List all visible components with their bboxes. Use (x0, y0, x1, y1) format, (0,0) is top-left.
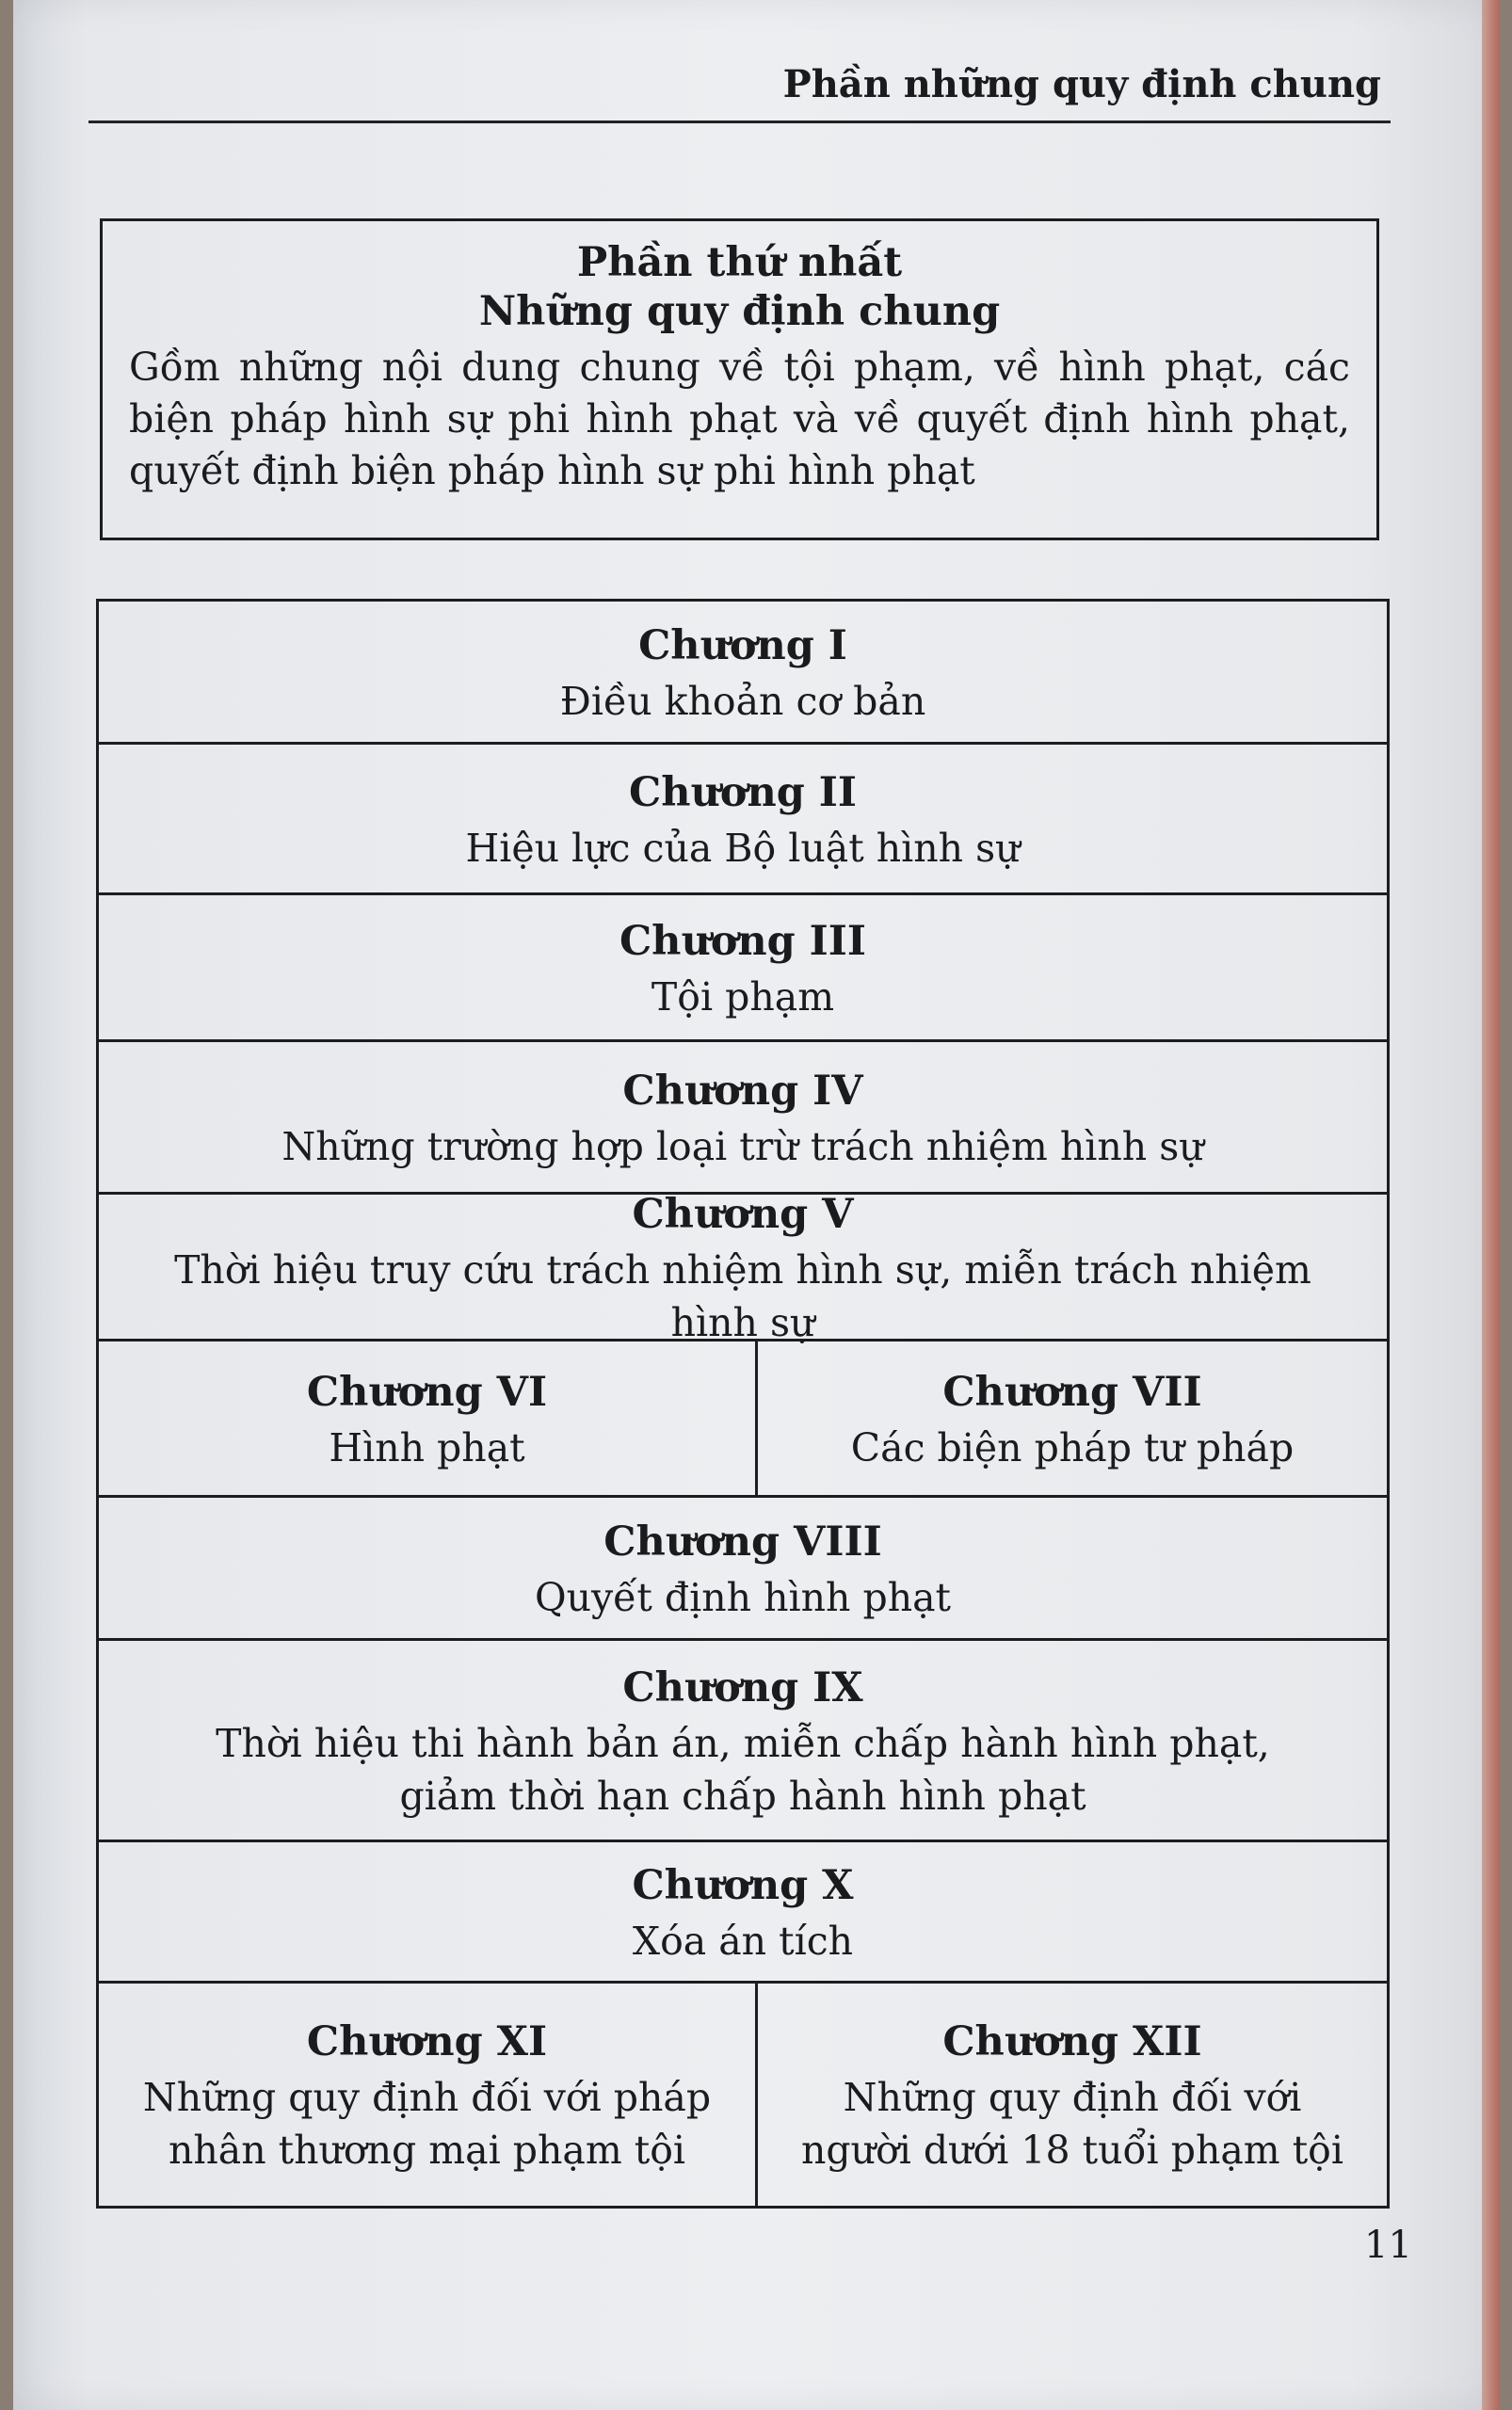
chapter-row-split (99, 1342, 1387, 1498)
chapter-cell (99, 602, 1387, 742)
chapter-cell (758, 1984, 1387, 2206)
chapter-name: Quyết định hình phạt (534, 1574, 952, 1620)
part-title: Phần thứ nhất (576, 239, 903, 286)
chapter-row (99, 602, 1387, 745)
chapter-row (99, 895, 1387, 1042)
chapter-cell (99, 1842, 1387, 1981)
chapter-row (99, 1842, 1387, 1984)
chapter-cell (99, 1498, 1387, 1638)
chapter-name: Hiệu lực của Bộ luật hình sự (465, 825, 1021, 871)
chapter-row (99, 745, 1387, 895)
chapter-name: Hình phạt (329, 1424, 525, 1470)
chapter-name: Xóa án tích (632, 1918, 854, 1964)
chapter-cell (99, 745, 1387, 892)
chapter-name: Điều khoản cơ bản (559, 678, 926, 724)
chapter-cell (99, 1342, 758, 1495)
chapter-name: Những quy định đối với pháp nhân thương mại phạm tội (142, 2075, 712, 2173)
chapter-cell (99, 1190, 1387, 1345)
chapter-name: Những quy định đối với người dưới 18 tuổi phạm tội (801, 2075, 1343, 2173)
running-head-text: Phần những quy định chung (782, 62, 1381, 106)
chapter-title: Chương X (632, 1861, 854, 1909)
chapter-name: Thời hiệu thi hành bản án, miễn chấp hành hình phạt, giảm thời hạn chấp hành hình phạt (216, 1720, 1270, 1819)
chapter-name: Thời hiệu truy cứu trách nhiệm hình sự, miễn trách nhiệm hình sự (174, 1246, 1311, 1345)
page-edge (1482, 0, 1499, 2410)
chapter-title: Chương XII (942, 2018, 1202, 2065)
part-subtitle: Những quy định chung (478, 288, 1001, 335)
chapter-title: Chương II (629, 768, 857, 816)
chapter-cell (99, 1641, 1387, 1840)
chapter-title: Chương I (638, 621, 847, 669)
page-number: 11 (1364, 2224, 1412, 2267)
chapter-title: Chương XI (306, 2018, 548, 2065)
chapter-title: Chương IV (622, 1067, 863, 1115)
chapter-name: Tội phạm (651, 973, 835, 1020)
book-page (13, 0, 1499, 2410)
chapter-table (96, 599, 1390, 2209)
running-head (88, 55, 1391, 123)
chapter-cell (99, 1984, 758, 2206)
chapter-cell (99, 1042, 1387, 1192)
chapter-row (99, 1190, 1387, 1345)
chapter-title: Chương VI (306, 1368, 548, 1416)
chapter-name: Những trường hợp loại trừ trách nhiệm hình sự (281, 1123, 1204, 1169)
chapter-title: Chương VIII (603, 1518, 882, 1566)
chapter-cell (99, 895, 1387, 1039)
chapter-name: Các biện pháp tư pháp (850, 1424, 1295, 1470)
part-intro-box (100, 218, 1379, 540)
chapter-row (99, 1042, 1387, 1195)
chapter-row (99, 1641, 1387, 1842)
chapter-title: Chương III (619, 917, 867, 965)
chapter-row-split (99, 1984, 1387, 2206)
chapter-title: Chương VII (942, 1368, 1202, 1416)
chapter-cell (758, 1342, 1387, 1495)
chapter-row (99, 1498, 1387, 1641)
chapter-title: Chương V (632, 1190, 854, 1238)
chapter-title: Chương IX (622, 1663, 863, 1711)
part-description: Gồm những nội dung chung về tội phạm, về hình phạt, các biện pháp hình sự phi hình phạt và về quyết định hình phạt, quyết định biện pháp hình sự phi hình phạt (129, 345, 1350, 493)
